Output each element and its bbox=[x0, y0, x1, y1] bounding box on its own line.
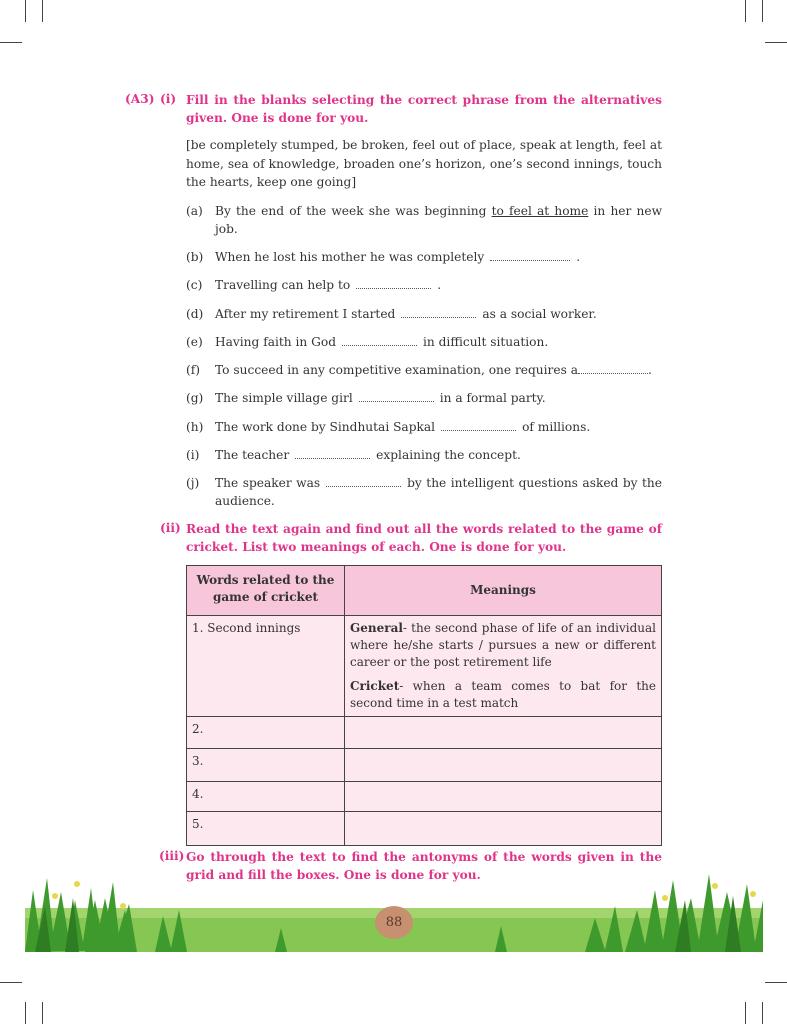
item-letter: (d) bbox=[186, 307, 204, 321]
list-item bbox=[186, 361, 662, 379]
example-answer: to feel at home bbox=[491, 204, 589, 218]
section-label: (A3) bbox=[125, 92, 155, 106]
item-letter: (h) bbox=[186, 420, 204, 434]
item-letter: (g) bbox=[186, 391, 204, 405]
subsection-label: (ii) bbox=[160, 521, 181, 535]
crop-mark bbox=[745, 1002, 746, 1024]
table-cell-word: 1. Second innings bbox=[187, 616, 345, 717]
crop-mark bbox=[25, 0, 26, 22]
item-letter: (f) bbox=[186, 363, 201, 377]
crop-mark bbox=[762, 1002, 763, 1024]
list-item bbox=[186, 474, 662, 510]
list-item bbox=[186, 446, 662, 464]
table-row bbox=[187, 749, 662, 782]
item-letter: (e) bbox=[186, 335, 203, 349]
crop-mark bbox=[0, 42, 22, 43]
item-text: The speaker was bbox=[215, 476, 321, 490]
item-text: The work done by Sindhutai Sapkal bbox=[215, 420, 436, 434]
general-meaning: - the second phase of life of an individual where he/she starts / pursues a new or different career or the post retirement life bbox=[350, 621, 656, 669]
item-text: By the end of the week she was beginning bbox=[215, 204, 487, 218]
table-cell-meaning[interactable] bbox=[345, 749, 662, 782]
table-cell-word[interactable]: 5. bbox=[187, 812, 345, 846]
item-text: in difficult situation. bbox=[423, 335, 549, 349]
item-text: of millions. bbox=[522, 420, 591, 434]
item-letter: (b) bbox=[186, 250, 204, 264]
item-text: in her new job. bbox=[215, 204, 663, 236]
blank-line[interactable] bbox=[356, 280, 431, 289]
crop-mark bbox=[25, 1002, 26, 1024]
item-text: by the intelligent questions asked by the audience. bbox=[215, 476, 662, 508]
table-cell-meaning bbox=[345, 616, 662, 717]
crop-mark bbox=[765, 42, 787, 43]
item-text: as a social worker. bbox=[482, 307, 597, 321]
item-text: The simple village girl bbox=[215, 391, 353, 405]
blank-line[interactable] bbox=[490, 252, 570, 261]
table-cell-meaning[interactable] bbox=[345, 812, 662, 846]
item-text: Travelling can help to bbox=[215, 278, 351, 292]
list-item bbox=[186, 418, 662, 436]
phrase-list: [be completely stumped, be broken, feel out of place, speak at length, feel at home, sea of knowledge, broaden one’s horizon, one’s second innings, touch the hearts, keep one going] bbox=[186, 138, 662, 189]
blank-line[interactable] bbox=[401, 309, 476, 318]
crop-mark bbox=[0, 982, 22, 983]
item-letter: (c) bbox=[186, 278, 203, 292]
instruction-iii: Go through the text to find the antonyms of the words given in the grid and fill the boxes. One is done for you. bbox=[186, 850, 662, 882]
list-item bbox=[186, 248, 662, 266]
instruction-i: Fill in the blanks selecting the correct phrase from the alternatives given. One is done for you. bbox=[186, 93, 662, 125]
list-item bbox=[186, 202, 662, 238]
item-text: To succeed in any competitive examination, one requires a bbox=[215, 363, 578, 377]
cricket-label: Cricket bbox=[350, 679, 400, 693]
item-text: Having faith in God bbox=[215, 335, 336, 349]
item-letter: (a) bbox=[186, 204, 203, 218]
blank-line[interactable] bbox=[342, 337, 417, 346]
list-item bbox=[186, 305, 662, 323]
blank-line[interactable] bbox=[578, 365, 648, 374]
table-row bbox=[187, 717, 662, 749]
general-label: General bbox=[350, 621, 403, 635]
cricket-meaning: - when a team comes to bat for the second time in a test match bbox=[350, 679, 656, 710]
blank-line[interactable] bbox=[295, 450, 370, 459]
table-cell-word[interactable]: 2. bbox=[187, 717, 345, 749]
crop-mark bbox=[745, 0, 746, 22]
item-text: . bbox=[648, 363, 652, 377]
subsection-label: (i) bbox=[160, 92, 177, 106]
crop-mark bbox=[762, 0, 763, 22]
table-header-meanings: Meanings bbox=[345, 566, 662, 616]
table-row bbox=[187, 782, 662, 812]
instruction-ii: Read the text again and find out all the words related to the game of cricket. List two meanings of each. One is done for you. bbox=[186, 522, 662, 554]
item-text: . bbox=[437, 278, 442, 292]
cricket-words-table bbox=[186, 565, 662, 846]
table-row bbox=[187, 812, 662, 846]
item-text: in a formal party. bbox=[439, 391, 546, 405]
list-item bbox=[186, 389, 662, 407]
crop-mark bbox=[765, 982, 787, 983]
item-text: . bbox=[576, 250, 581, 264]
table-cell-meaning[interactable] bbox=[345, 782, 662, 812]
page-number: 88 bbox=[375, 906, 413, 939]
crop-mark bbox=[42, 0, 43, 22]
list-item bbox=[186, 333, 662, 351]
blank-line[interactable] bbox=[441, 422, 516, 431]
item-letter: (i) bbox=[186, 448, 200, 462]
table-cell-word[interactable]: 4. bbox=[187, 782, 345, 812]
item-text: When he lost his mother he was completely bbox=[215, 250, 485, 264]
table-row bbox=[187, 616, 662, 717]
blank-line[interactable] bbox=[359, 393, 434, 402]
list-item bbox=[186, 276, 662, 294]
table-cell-word[interactable]: 3. bbox=[187, 749, 345, 782]
item-text: explaining the concept. bbox=[376, 448, 521, 462]
table-header-words: Words related to the game of cricket bbox=[187, 566, 345, 616]
item-letter: (j) bbox=[186, 476, 200, 490]
crop-mark bbox=[42, 1002, 43, 1024]
table-cell-meaning[interactable] bbox=[345, 717, 662, 749]
blank-line[interactable] bbox=[326, 478, 401, 487]
subsection-label: (iii) bbox=[159, 849, 185, 863]
item-text: After my retirement I started bbox=[215, 307, 396, 321]
item-text: The teacher bbox=[215, 448, 290, 462]
